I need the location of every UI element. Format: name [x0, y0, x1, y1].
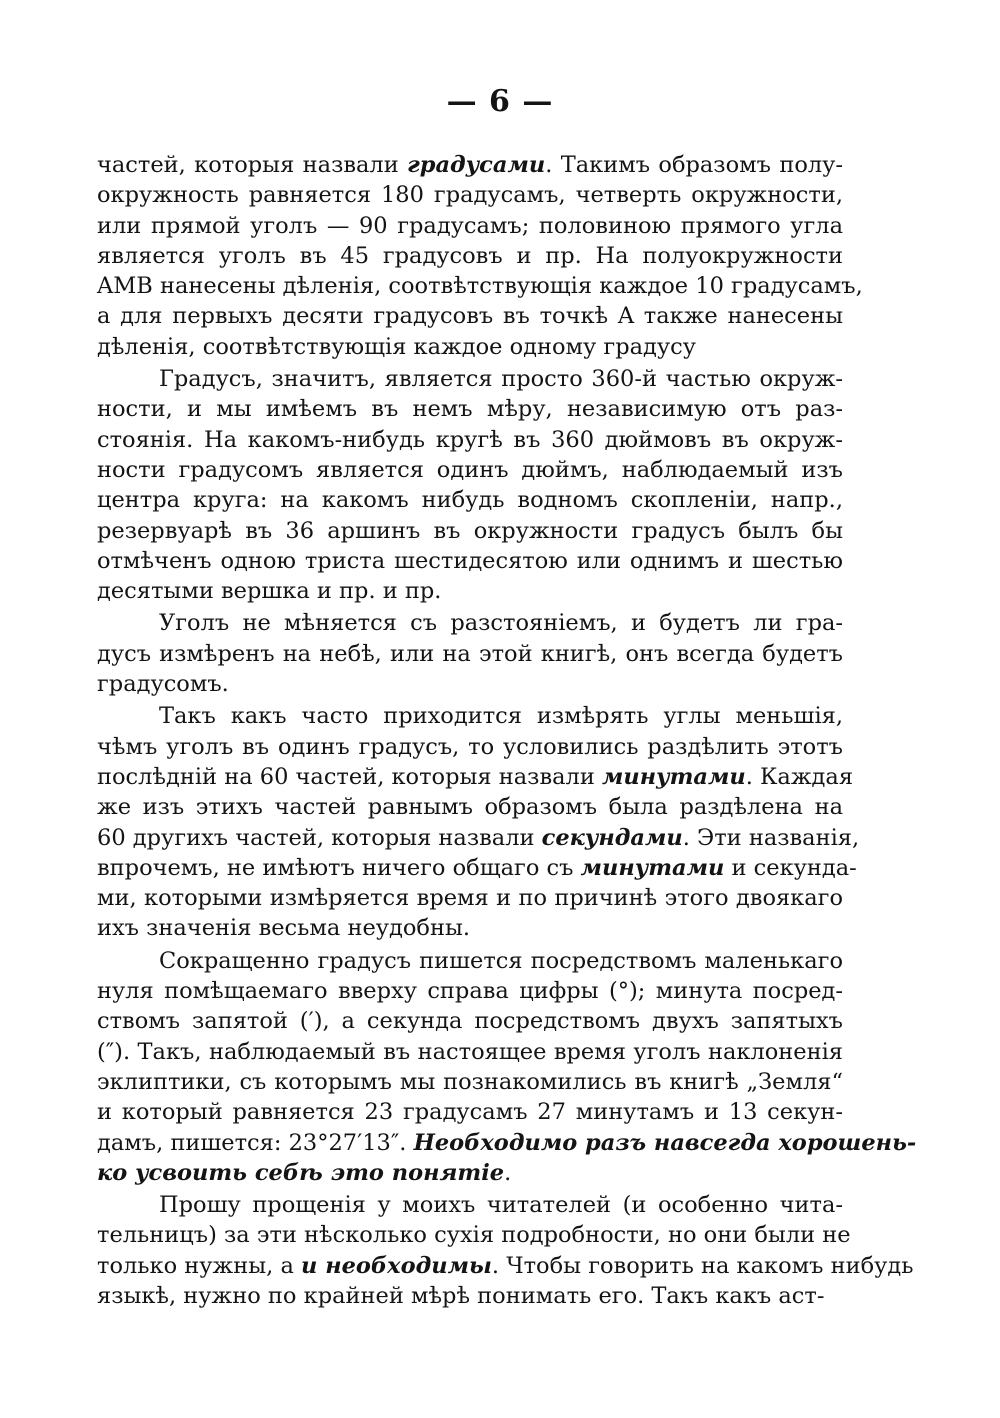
- text-line: чѣмъ уголъ въ одинъ градусъ, то условились раздѣлить этотъ: [97, 733, 843, 760]
- text-line: ко усвоить себѣ это понятіе.: [97, 1159, 512, 1186]
- text-line: AMB нанесены дѣленія, соотвѣтствующія каждое 10 градусамъ,: [97, 273, 863, 300]
- text-line: ми, которыми измѣряется время и по причинѣ этого двоякаго: [97, 885, 843, 912]
- emphasis: секундами: [541, 824, 683, 851]
- text-line: (″). Такъ, наблюдаемый въ настоящее время уголъ наклоненія: [97, 1038, 843, 1065]
- body-text: [97, 150, 917, 1311]
- text-line: ности градусомъ является одинъ дюймъ, наблюдаемый изъ: [97, 456, 843, 483]
- text-line: и который равняется 23 градусамъ 27 минутамъ и 13 секун-: [97, 1099, 843, 1126]
- emphasis: и необходимы: [301, 1252, 492, 1279]
- text-line: ихъ значенія весьма неудобны.: [97, 915, 471, 942]
- emphasis: минутами: [601, 763, 746, 790]
- text-line: эклиптики, съ которымъ мы познакомились въ книгѣ „Земля“: [97, 1068, 843, 1095]
- text-line: дусъ измѣренъ на небѣ, или на этой книгѣ, онъ всегда будетъ: [97, 640, 843, 667]
- emphasis: Необходимо разъ навсегда хорошень-: [413, 1129, 917, 1156]
- text-line: резервуарѣ въ 36 аршинъ въ окружности градусъ былъ бы: [97, 517, 843, 544]
- text-line: 60 другихъ частей, которыя назвали секундами. Эти названія,: [97, 824, 860, 851]
- text-line: или прямой уголъ — 90 градусамъ; половиною прямого угла: [97, 212, 843, 239]
- text-line: отмѣченъ одною триста шестидесятою или однимъ и шестью: [97, 547, 843, 574]
- text-line: Сокращенно градусъ пишется посредствомъ маленькаго: [159, 947, 843, 974]
- paragraph: [97, 150, 863, 362]
- text-line: ности, и мы имѣемъ въ немъ мѣру, независимую отъ раз-: [97, 396, 843, 423]
- text-line: Такъ какъ часто приходится измѣрять углы меньшія,: [159, 703, 843, 730]
- paragraph: [97, 608, 843, 699]
- text-line: нуля помѣщаемаго вверху справа цифры (°); минута посред-: [97, 978, 843, 1005]
- text-line: Прошу прощенія у моихъ читателей (и особенно чита-: [159, 1192, 843, 1219]
- emphasis: градусами: [407, 152, 546, 178]
- text-line: является уголъ въ 45 градусовъ и пр. На полуокружности: [97, 242, 843, 269]
- text-line: Уголъ не мѣняется съ разстояніемъ, и будетъ ли гра-: [159, 610, 843, 637]
- text-line: же изъ этихъ частей равнымъ образомъ была раздѣлена на: [97, 794, 843, 821]
- text-line: Градусъ, значитъ, является просто 360-й частью окруж-: [159, 366, 843, 393]
- text-line: языкѣ, нужно по крайней мѣрѣ понимать его. Такъ какъ аст-: [97, 1282, 825, 1309]
- text-line: стоянія. На какомъ-нибудь кругѣ въ 360 дюймовъ въ окруж-: [97, 426, 843, 453]
- text-line: градусомъ.: [97, 671, 229, 698]
- text-line: тельницъ) за эти нѣсколько сухія подробности, но они были не: [97, 1222, 851, 1249]
- emphasis: ко усвоить себѣ это понятіе: [97, 1159, 505, 1186]
- emphasis: минутами: [580, 854, 725, 881]
- text-line: впрочемъ, не имѣютъ ничего общаго съ минутами и секунда-: [97, 854, 857, 881]
- text-line: дамъ, пишется: 23°27′13″. Необходимо разъ навсегда хорошень-: [97, 1129, 917, 1156]
- text-line: только нужны, а и необходимы. Чтобы говорить на какомъ нибудь: [97, 1252, 914, 1279]
- text-line: десятыми вершка и пр. и пр.: [97, 578, 442, 605]
- text-line: окружность равняется 180 градусамъ, четверть окружности,: [97, 182, 843, 209]
- paragraph: [97, 364, 843, 606]
- text-line: послѣдній на 60 частей, которыя назвали минутами. Каждая: [97, 763, 854, 790]
- text-line: ствомъ запятой (′), а секунда посредствомъ двухъ запятыхъ: [97, 1008, 843, 1035]
- paragraph: [97, 946, 917, 1188]
- paragraph: [97, 701, 860, 943]
- text-line: дѣленія, соотвѣтствующія каждое одному градусу: [97, 333, 696, 360]
- page-number: — 6 —: [446, 84, 554, 119]
- text-line: центра круга: на какомъ нибудь водномъ скопленіи, напр.,: [97, 487, 843, 514]
- paragraph: [97, 1190, 914, 1311]
- text-line: а для первыхъ десяти градусовъ въ точкѣ A также нанесены: [97, 303, 843, 330]
- text-line: частей, которыя назвали градусами. Такимъ образомъ полу-: [97, 152, 843, 178]
